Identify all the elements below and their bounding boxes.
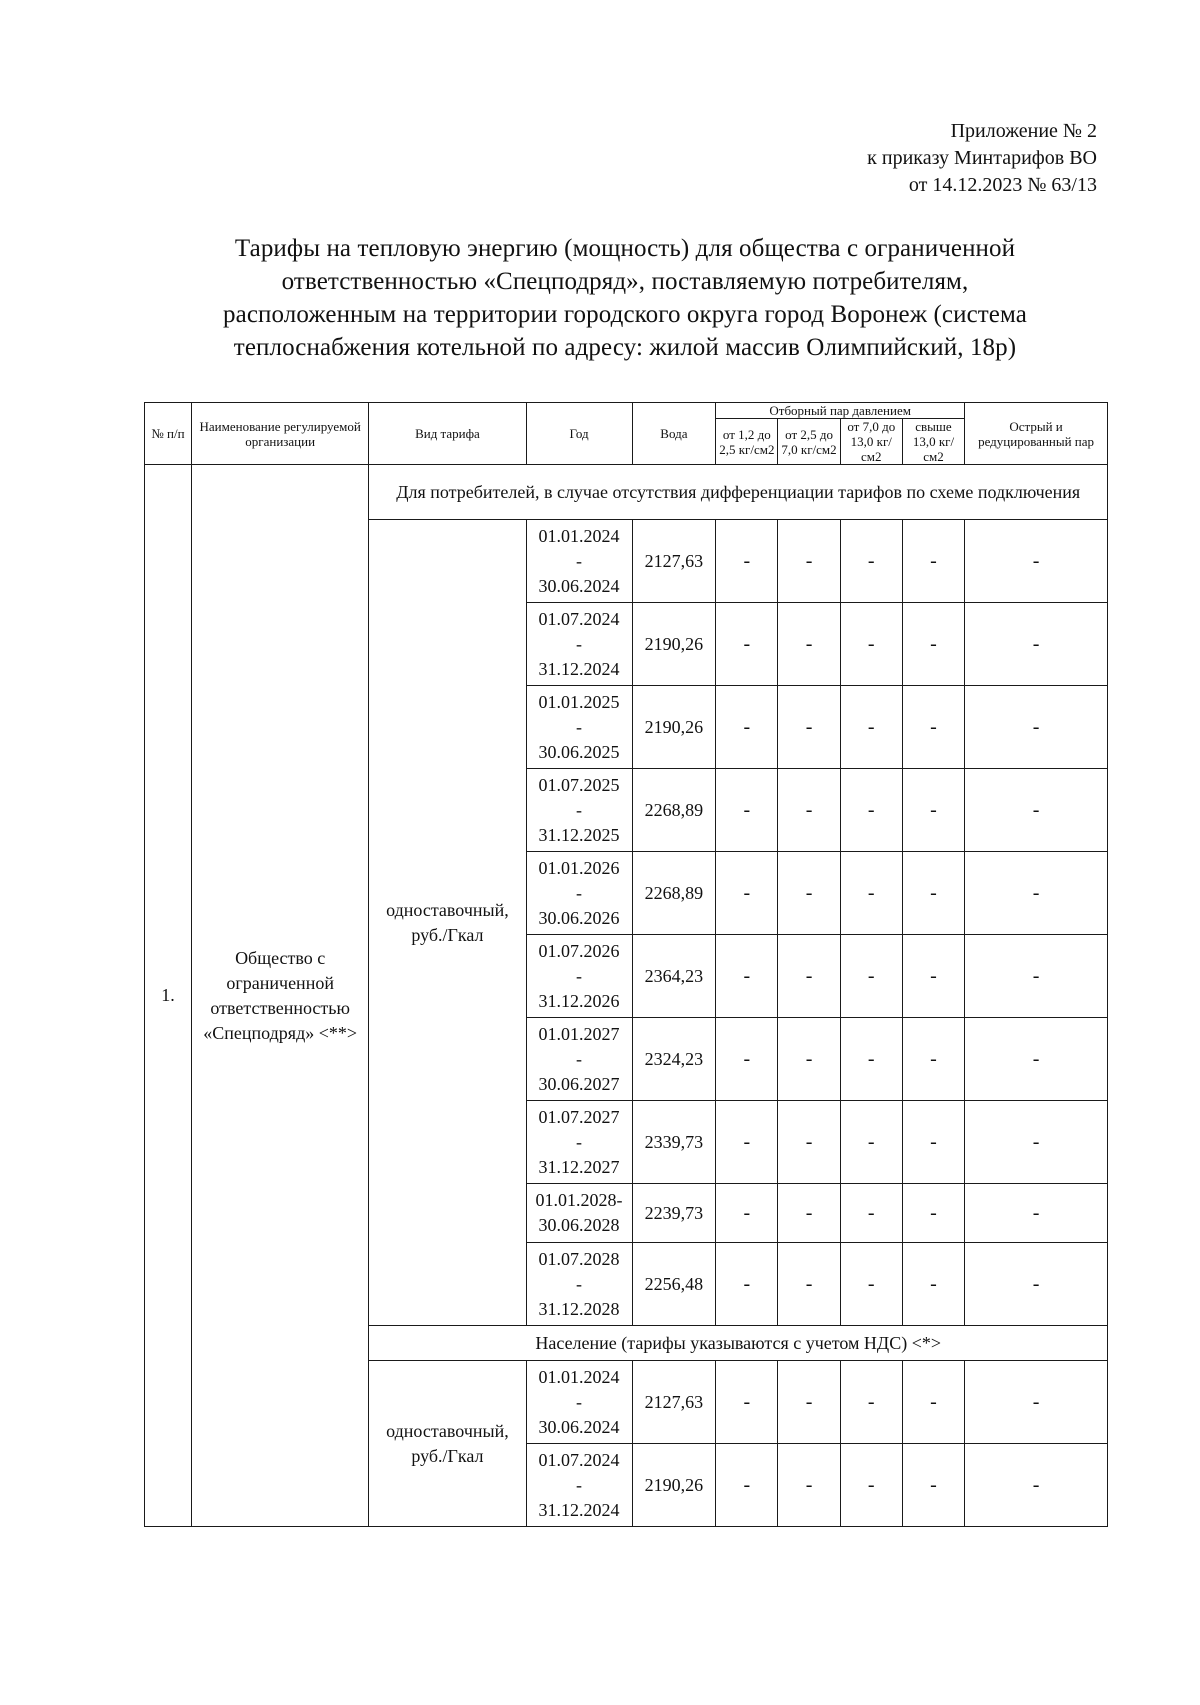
period-to: 31.12.2025: [538, 824, 620, 845]
header-organization: Наименование регулируемой организации: [191, 403, 368, 465]
water-tariff: 2190,26: [632, 686, 716, 769]
empty-value-dash: -: [902, 1444, 964, 1527]
water-tariff: 2239,73: [632, 1184, 716, 1243]
header-steam-1: от 1,2 до 2,5 кг/см2: [716, 419, 778, 465]
period-to: 31.12.2024: [538, 1499, 620, 1520]
header-row: [145, 403, 1108, 419]
period-separator: -: [576, 1391, 583, 1412]
empty-value-dash: -: [902, 852, 964, 935]
header-steam-2: от 2,5 до 7,0 кг/см2: [778, 419, 840, 465]
empty-value-dash: -: [716, 852, 778, 935]
empty-value-dash: -: [965, 520, 1108, 603]
water-tariff: 2256,48: [632, 1243, 716, 1326]
period-cell: [526, 520, 632, 603]
empty-value-dash: -: [902, 935, 964, 1018]
appendix-number: Приложение № 2: [950, 120, 1097, 142]
tariff-type: одноставочный, руб./Гкал: [369, 520, 526, 1326]
period-cell: [526, 935, 632, 1018]
period-from: 01.01.2027: [538, 1023, 620, 1044]
empty-value-dash: -: [778, 1101, 840, 1184]
empty-value-dash: -: [902, 1018, 964, 1101]
header-year: Год: [526, 403, 632, 465]
empty-value-dash: -: [965, 686, 1108, 769]
empty-value-dash: -: [716, 603, 778, 686]
water-tariff: 2190,26: [632, 603, 716, 686]
empty-value-dash: -: [840, 686, 902, 769]
empty-value-dash: -: [716, 1018, 778, 1101]
header-steam-4: свыше 13,0 кг/см2: [902, 419, 964, 465]
period-to: 31.12.2027: [538, 1156, 620, 1177]
empty-value-dash: -: [716, 1184, 778, 1243]
header-num: № п/п: [145, 403, 192, 465]
empty-value-dash: -: [716, 686, 778, 769]
period-to: 30.06.2025: [538, 741, 620, 762]
water-tariff: 2127,63: [632, 1361, 716, 1444]
period-to: 30.06.2028: [538, 1215, 620, 1235]
period-cell: [526, 1101, 632, 1184]
period-cell: [526, 1184, 632, 1243]
period-to: 30.06.2027: [538, 1073, 620, 1094]
empty-value-dash: -: [965, 852, 1108, 935]
empty-value-dash: -: [840, 1018, 902, 1101]
period-from: 01.07.2027: [538, 1106, 620, 1127]
tariff-table: [144, 402, 1108, 1527]
period-to: 30.06.2026: [538, 907, 620, 928]
period-separator: -: [576, 550, 583, 571]
empty-value-dash: -: [840, 769, 902, 852]
period-cell: [526, 686, 632, 769]
empty-value-dash: -: [778, 1361, 840, 1444]
empty-value-dash: -: [965, 1444, 1108, 1527]
water-tariff: 2190,26: [632, 1444, 716, 1527]
period-separator: -: [576, 1273, 583, 1294]
period-from: 01.01.2024: [538, 1366, 620, 1387]
period-separator: -: [576, 799, 583, 820]
empty-value-dash: -: [965, 1018, 1108, 1101]
period-cell: [526, 603, 632, 686]
period-from: 01.01.2026: [538, 857, 620, 878]
period-from: 01.01.2024: [538, 525, 620, 546]
empty-value-dash: -: [778, 1444, 840, 1527]
empty-value-dash: -: [716, 1243, 778, 1326]
empty-value-dash: -: [716, 1361, 778, 1444]
title-line: ответственностью «Спецподряд», поставляемую потребителям,: [281, 268, 969, 295]
empty-value-dash: -: [716, 935, 778, 1018]
empty-value-dash: -: [902, 520, 964, 603]
empty-value-dash: -: [840, 520, 902, 603]
empty-value-dash: -: [778, 1018, 840, 1101]
empty-value-dash: -: [716, 1444, 778, 1527]
empty-value-dash: -: [840, 1243, 902, 1326]
header-sharp-steam: Острый и редуцированный пар: [965, 403, 1108, 465]
period-from: 01.01.2028-: [535, 1190, 623, 1210]
period-cell: [526, 1361, 632, 1444]
empty-value-dash: -: [840, 1184, 902, 1243]
period-cell: [526, 1018, 632, 1101]
water-tariff: 2364,23: [632, 935, 716, 1018]
organization-name: Общество с ограниченной ответственностью «Спецподряд» <**>: [191, 465, 368, 1527]
empty-value-dash: -: [902, 1243, 964, 1326]
empty-value-dash: -: [778, 686, 840, 769]
empty-value-dash: -: [778, 520, 840, 603]
empty-value-dash: -: [716, 520, 778, 603]
period-from: 01.07.2025: [538, 774, 620, 795]
water-tariff: 2268,89: [632, 852, 716, 935]
period-separator: -: [576, 716, 583, 737]
period-cell: [526, 769, 632, 852]
empty-value-dash: -: [902, 1184, 964, 1243]
empty-value-dash: -: [840, 1101, 902, 1184]
header-steam-3: от 7,0 до 13,0 кг/см2: [840, 419, 902, 465]
empty-value-dash: -: [778, 852, 840, 935]
title-line: теплоснабжения котельной по адресу: жилой массив Олимпийский, 18р): [233, 334, 1017, 361]
period-from: 01.07.2028: [538, 1248, 620, 1269]
period-separator: -: [576, 1131, 583, 1152]
empty-value-dash: -: [902, 1101, 964, 1184]
appendix-reference: [577, 118, 1097, 199]
period-to: 30.06.2024: [538, 575, 620, 596]
tariff-type: одноставочный, руб./Гкал: [369, 1361, 526, 1527]
period-to: 31.12.2026: [538, 990, 620, 1011]
empty-value-dash: -: [778, 1243, 840, 1326]
title-line: Тарифы на тепловую энергию (мощность) для общества с ограниченной: [234, 235, 1016, 262]
empty-value-dash: -: [965, 1184, 1108, 1243]
water-tariff: 2268,89: [632, 769, 716, 852]
header-steam-group: Отборный пар давлением: [716, 403, 965, 419]
empty-value-dash: -: [902, 603, 964, 686]
empty-value-dash: -: [902, 686, 964, 769]
empty-value-dash: -: [965, 1361, 1108, 1444]
empty-value-dash: -: [965, 935, 1108, 1018]
period-to: 31.12.2028: [538, 1298, 620, 1319]
row-number: 1.: [145, 465, 192, 1527]
period-from: 01.07.2024: [538, 1449, 620, 1470]
period-to: 30.06.2024: [538, 1416, 620, 1437]
period-cell: [526, 1243, 632, 1326]
empty-value-dash: -: [716, 1101, 778, 1184]
water-tariff: 2324,23: [632, 1018, 716, 1101]
water-tariff: 2127,63: [632, 520, 716, 603]
empty-value-dash: -: [965, 1101, 1108, 1184]
title-line: расположенным на территории городского округа город Воронеж (система: [223, 301, 1027, 328]
empty-value-dash: -: [778, 603, 840, 686]
section-row: [145, 465, 1108, 520]
empty-value-dash: -: [716, 769, 778, 852]
appendix-date: от 14.12.2023 № 63/13: [908, 174, 1097, 196]
period-separator: -: [576, 1048, 583, 1069]
water-tariff: 2339,73: [632, 1101, 716, 1184]
empty-value-dash: -: [965, 603, 1108, 686]
period-separator: -: [576, 633, 583, 654]
empty-value-dash: -: [965, 1243, 1108, 1326]
empty-value-dash: -: [840, 1361, 902, 1444]
period-separator: -: [576, 965, 583, 986]
section-heading-population: Население (тарифы указываются с учетом НДС) <*>: [369, 1326, 1108, 1361]
appendix-order: к приказу Минтарифов ВО: [867, 147, 1097, 169]
empty-value-dash: -: [902, 1361, 964, 1444]
empty-value-dash: -: [840, 603, 902, 686]
empty-value-dash: -: [840, 852, 902, 935]
header-tariff-type: Вид тарифа: [369, 403, 526, 465]
section-heading-consumers: Для потребителей, в случае отсутствия дифференциации тарифов по схеме подключения: [369, 465, 1108, 520]
period-cell: [526, 852, 632, 935]
empty-value-dash: -: [840, 1444, 902, 1527]
document-title: [150, 232, 1100, 364]
empty-value-dash: -: [778, 1184, 840, 1243]
empty-value-dash: -: [778, 769, 840, 852]
period-cell: [526, 1444, 632, 1527]
period-separator: -: [576, 882, 583, 903]
period-from: 01.07.2026: [538, 940, 620, 961]
empty-value-dash: -: [965, 769, 1108, 852]
empty-value-dash: -: [902, 769, 964, 852]
empty-value-dash: -: [778, 935, 840, 1018]
period-from: 01.01.2025: [538, 691, 620, 712]
empty-value-dash: -: [840, 935, 902, 1018]
header-water: Вода: [632, 403, 716, 465]
period-to: 31.12.2024: [538, 658, 620, 679]
period-from: 01.07.2024: [538, 608, 620, 629]
period-separator: -: [576, 1474, 583, 1495]
